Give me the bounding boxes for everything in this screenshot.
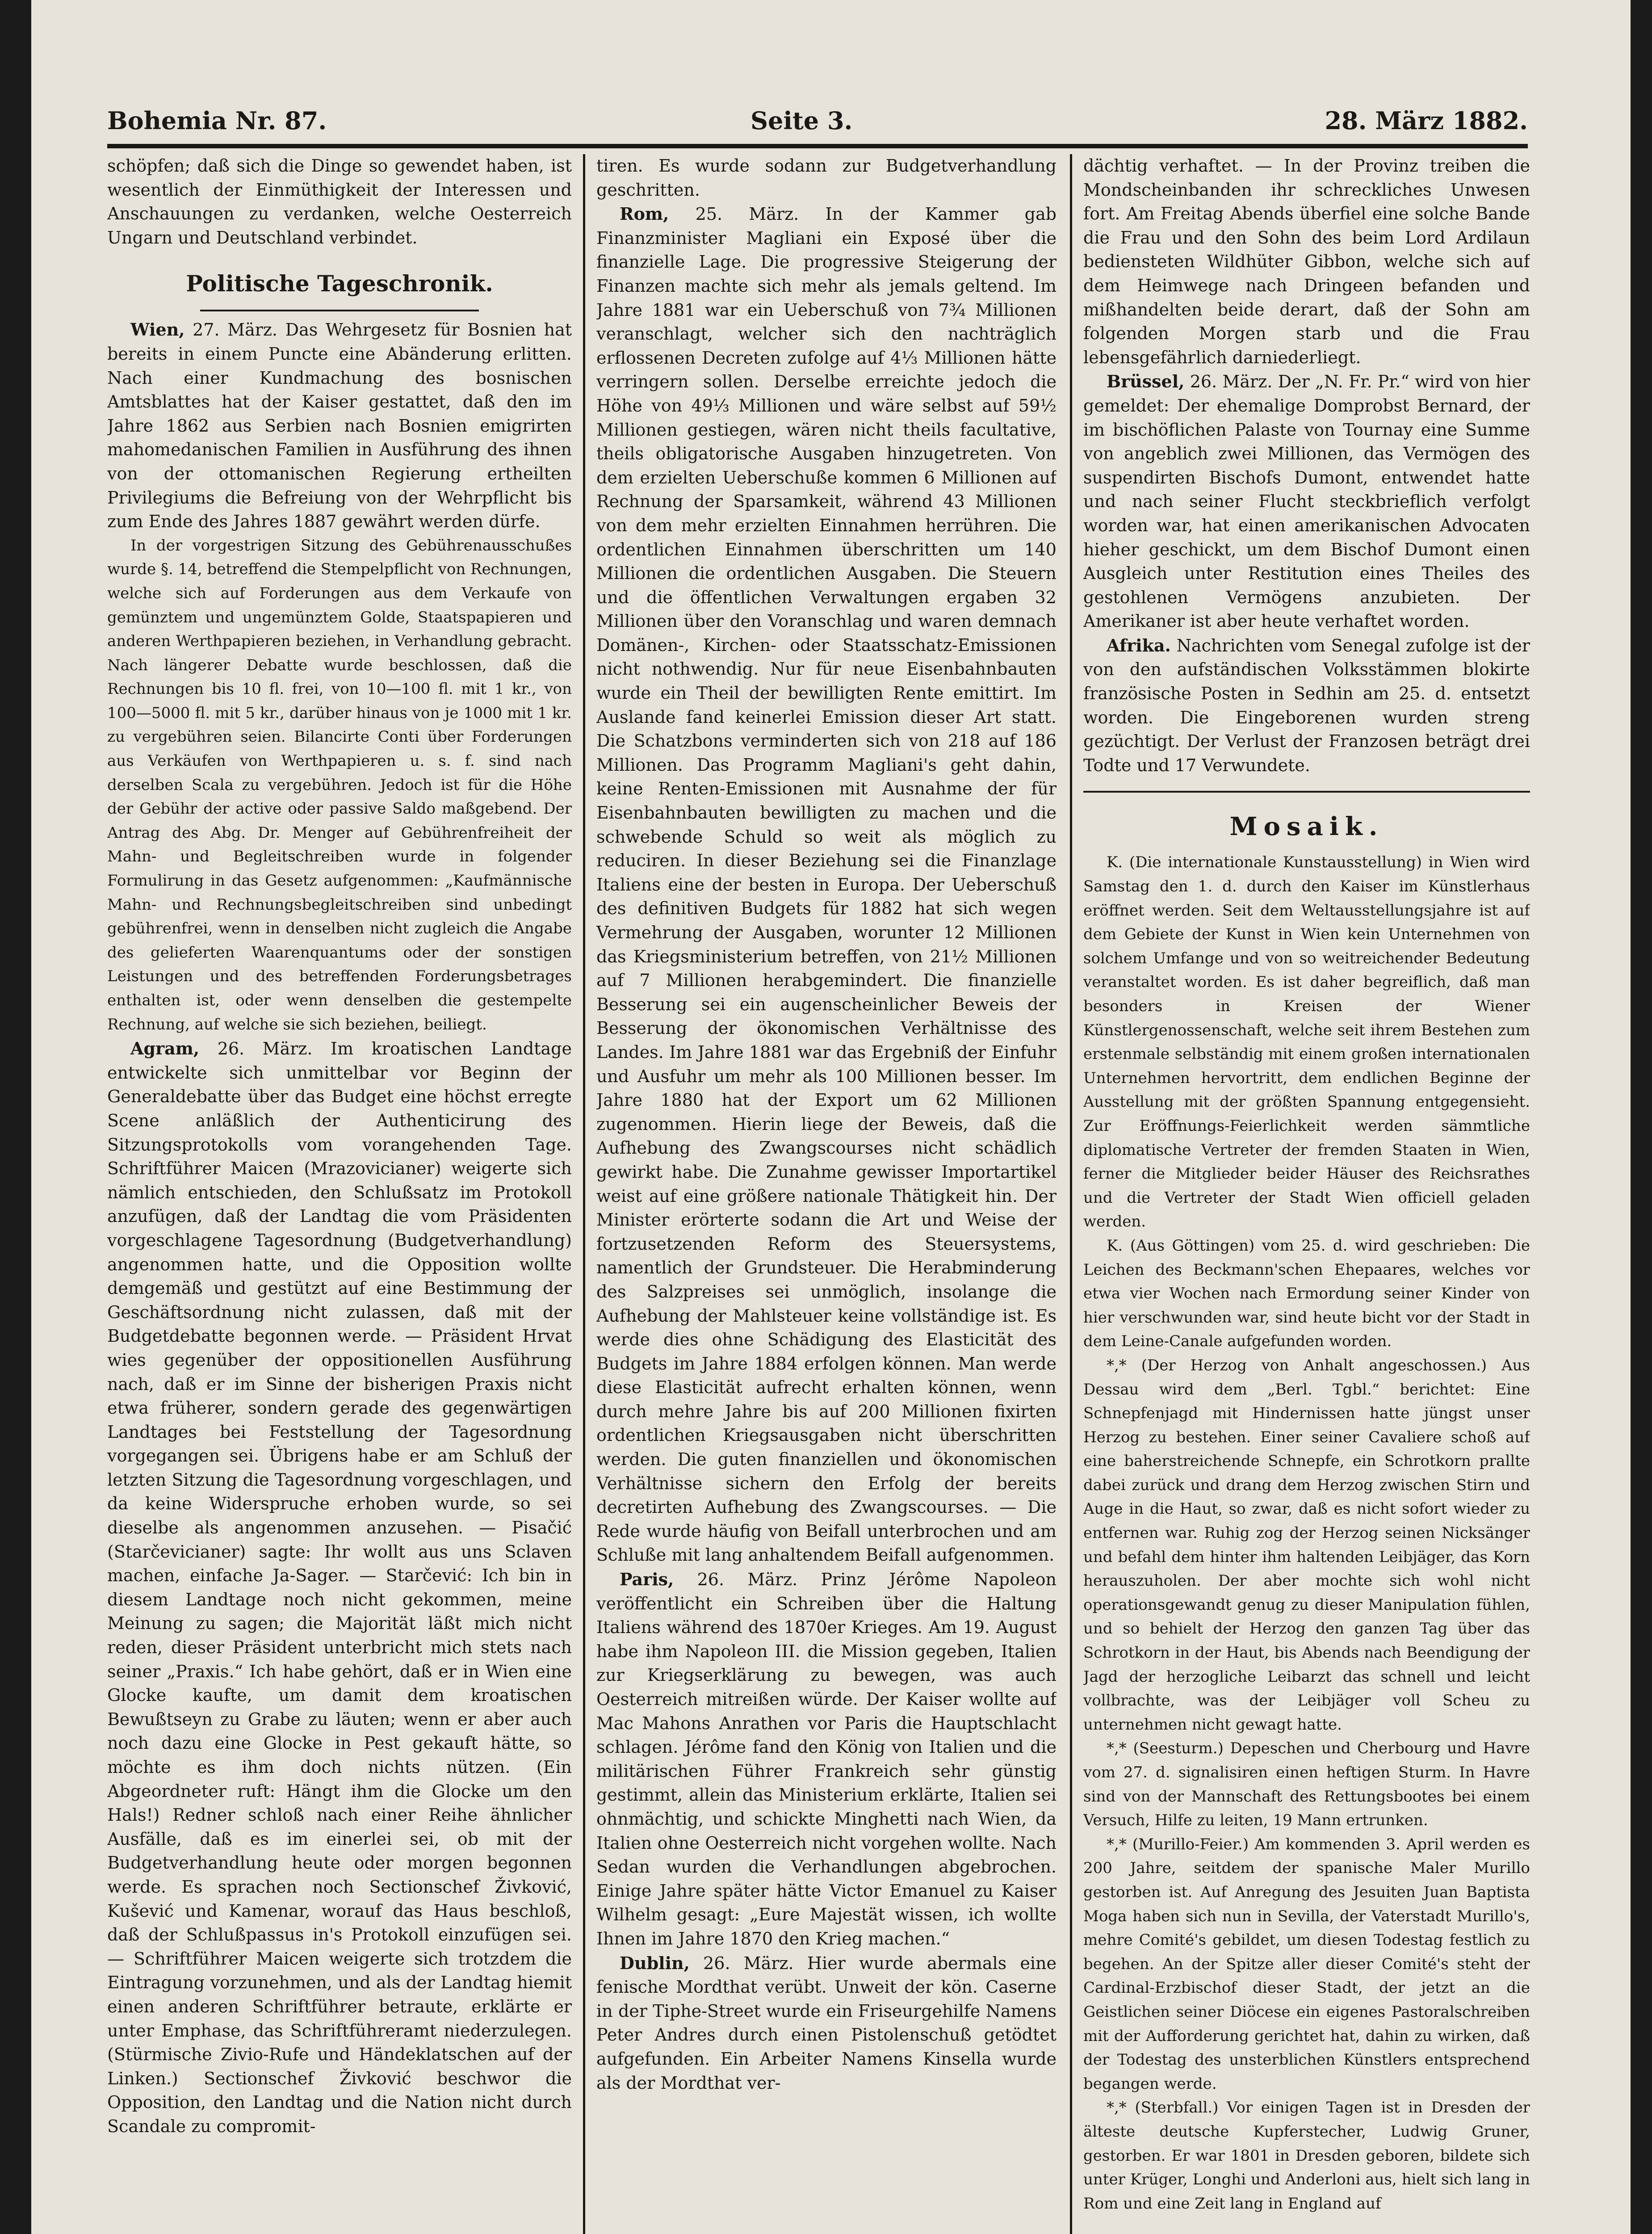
article-afrika: [1083, 634, 1530, 778]
section-heading-politische-tageschronik: [107, 266, 572, 311]
article-bruessel-text: 26. März. Der „N. Fr. Pr.“ wird von hier gemeldet: Der ehemalige Domprobst Bernard, der im bischöflichen Palaste von Tournay eine Summe von angeblich zwei Millionen, das Vermögen des suspendirten Bischofs Dumont, entwendet hatte und nach seiner Flucht steckbrieflich verfolgt worden war, hat einen amerikanischen Advocaten hieher geschickt, um dem Bischof Dumont einen Ausgleich unter Restitution eines Theiles des gestohlenen Vermögens anzubieten. Der Amerikaner ist aber heute verhaftet worden.: [1083, 372, 1530, 631]
article-rom-text: 25. März. In der Kammer gab Finanzminister Magliani ein Exposé über die finanzielle Lage. Die progressive Steigerung der Finanzen machte sich mehr als jemals geltend. Im Jahre 1881 war ein Ueberschuß von 7¾ Millionen veranschlagt, welcher sich den nachträglich erflossenen Decreten zufolge auf 4⅓ Millionen hätte verringern sollen. Derselbe erreichte jedoch die Höhe von 49⅓ Millionen und wäre selbst auf 59½ Millionen gestiegen, wären nicht theils facultative, theils obligatorische Ausgaben hinzugetreten. Von dem erzielten Ueberschuße kommen 6 Millionen auf Rechnung der Sparsamkeit, während 43 Millionen von dem mehr erzielten Einnahmen herrühren. Die ordentlichen Einnahmen überschritten um 140 Millionen die ordentlichen Ausgaben. Die Steuern und die öffentlichen Verwaltungen ergaben 32 Millionen über den Voranschlag und waren demnach Domänen-, Kirchen- oder Staatsschatz-Emissionen nicht nothwendig. Nur für neue Eisenbahnbauten wurde ein Theil der bewilligten Rente emittirt. Im Auslande fand keinerlei Emission dieser Art statt. Die Schatzbons verminderten sich von 218 auf 186 Millionen. Das Programm Magliani's geht dahin, keine Renten-Emissionen mit Ausnahme der für Eisenbahnbauten bewilligten zu machen und die schwebende Schuld so weit als möglich zu reduciren. In dieser Beziehung sei die Finanzlage Italiens eine der besten in Europa. Der Ueberschuß des definitiven Budgets für 1882 hat sich wegen Vermehrung der Ausgaben, worunter 12 Millionen das Kriegsministerium betreffen, von 21½ Millionen auf 7 Millionen herabgemindert. Die finanzielle Besserung sei ein augenscheinlicher Beweis der Besserung der ökonomischen Verhältnisse des Landes. Im Jahre 1881 war das Ergebniß der Einfuhr und Ausfuhr um mehr als 100 Millionen besser. Im Jahre 1880 hat der Export um 62 Millionen zugenommen. Hierin liege der Beweis, daß die Aufhebung des Zwangscourses nicht schädlich gewirkt habe. Die Zunahme gewisser Importartikel weist auf eine größere nationale Thätigkeit hin. Der Minister erörterte sodann die Art und Weise der fortzusetzenden Reform des Steuersystems, namentlich der Grundsteuer. Die Herabminderung des Salzpreises sei unmöglich, insolange die Aufhebung der Mahlsteuer keine vollständige ist. Es werde dies ohne Schädigung des Elasticität des Budgets im Jahre 1884 erfolgen können. Man werde diese Elasticität aufrecht erhalten können, wenn durch mehre Jahre bis auf 200 Millionen fixirten ordentlichen Kriegsausgaben nicht überschritten werden. Die guten finanziellen und ökonomischen Verhältnisse sichern den Erfolg der bereits decretirten Aufhebung des Zwangscourses. — Die Rede wurde häufig von Beifall unterbrochen und am Schluße mit lang anhaltendem Beifall aufgenommen.: [596, 204, 1057, 1565]
section-rule: [1083, 791, 1530, 793]
mosaik-item-sterbfall: *,* (Sterbfall.) Vor einigen Tagen ist in Dresden der älteste deutsche Kupferstecher, Ludwig Gruner, gestorben. Er war 1801 in Dresden geboren, bildete sich unter Krüger, Longhi und Anderloni aus, hielt sich lang in Rom und eine Zeit lang in England auf: [1083, 2099, 1530, 2213]
header-date: 28. März 1882.: [1325, 106, 1528, 135]
article-agram: [107, 1037, 572, 2138]
article-afrika-text: Nachrichten vom Senegal zufolge ist der von den aufständischen Volksstämmen blokirte französische Posten in Sedhin am 25. d. entsetzt worden. Die Eingeborenen wurden streng gezüchtigt. Der Verlust der Franzosen beträgt drei Todte und 17 Verwundete.: [1083, 635, 1530, 775]
column-3: [1083, 154, 1530, 2234]
article-dublin: [596, 1951, 1057, 2095]
dateline-afrika: Afrika.: [1107, 635, 1171, 655]
header-page-number: Seite 3.: [751, 106, 853, 135]
header-masthead: Bohemia Nr. 87.: [107, 106, 327, 135]
paragraph-continuation: tiren. Es wurde sodann zur Budgetverhandlung geschritten.: [596, 156, 1057, 200]
article-wien: [107, 318, 572, 533]
section-heading-text: Politische Tageschronik.: [186, 270, 493, 297]
column-rule-left: [583, 154, 585, 2234]
heading-underline: [200, 310, 479, 311]
mosaik-item-kunstausstellung: K. (Die internationale Kunstausstellung) in Wien wird Samstag den 1. d. durch den Kaiser im Künstlerhaus eröffnet werden. Seit dem Weltausstellungsjahre ist auf dem Gebiete der Kunst in Wien kein Unternehmen von solchem Umfange und von so weitreichender Bedeutung veranstaltet worden. Es ist daher begreiflich, daß man besonders in Kreisen der Wiener Künstlergenossenschaft, welche seit ihrem Bestehen zum erstenmale selbständig mit einem großen internationalen Unternehmen hervortritt, dem endlichen Beginne der Ausstellung mit der größten Spannung entgegensieht. Zur Eröffnungs-Feierlichkeit werden sämmtliche diplomatische Vertreter der fremden Staaten in Wien, ferner die Mitglieder beider Häuser des Reichsrathes und die Vertreter der Stadt Wien officiell geladen werden.: [1083, 853, 1530, 1231]
section-heading-mosaik: Mosaik.: [1229, 812, 1384, 842]
dateline-rom: Rom,: [620, 204, 669, 224]
article-wien-text: 27. März. Das Wehrgesetz für Bosnien hat bereits in einem Puncte eine Abänderung erlitten. Nach einer Kundmachung des bosnischen Amtsblattes hat der Kaiser gestattet, daß den im Jahre 1862 aus Serbien nach Bosnien emigrirten mahomedanischen Familien in Ausführung des ihnen von der ottomanischen Regierung ertheilten Privilegiums die Befreiung von der Wehrpflicht bis zum Ende des Jahres 1887 gewährt werden dürfe.: [107, 320, 572, 532]
dateline-wien: Wien,: [130, 319, 185, 340]
page-header: [107, 106, 1528, 142]
newspaper-page: [31, 0, 1631, 2234]
mosaik-item-goettingen: K. (Aus Göttingen) vom 25. d. wird geschrieben: Die Leichen des Beckmann'schen Ehepaares, welches vor etwa vier Wochen nach Ermordung seiner Kinder von hier verschwunden war, sind heute bicht vor der Stadt in dem Leine-Canale aufgefunden worden.: [1083, 1236, 1530, 1351]
column-1: [107, 154, 572, 2234]
paragraph-continuation: schöpfen; daß sich die Dinge so gewendet haben, ist wesentlich der Einmüthigkeit der Interessen und Anschauungen zu verdanken, welche Oesterreich Ungarn und Deutschland verbindet.: [107, 156, 572, 248]
dateline-bruessel: Brüssel,: [1107, 371, 1185, 392]
dateline-agram: Agram,: [130, 1038, 200, 1059]
column-2: [596, 154, 1057, 2234]
dateline-dublin: Dublin,: [620, 1953, 690, 1973]
mosaik-item-herzog-anhalt: *,* (Der Herzog von Anhalt angeschossen.) Aus Dessau wird dem „Berl. Tgbl.“ berichtet: Eine Schnepfenjagd mit Hindernissen hatte jüngst unser Herzog zu bestehen. Einer seiner Cavaliere schoß auf eine baherstreichende Schnepfe, ein Schrotkorn prallte dabei zurück und drang dem Herzog zwischen Stirn und Auge in die Haut, so zwar, daß es nicht sofort wieder zu entfernen war. Ruhig zog der Herzog seinen Nicksänger und befahl dem hinter ihm haltenden Leibjäger, das Korn herauszuholen. Der aber mochte sich wohl nicht operationsgewandt genug zu dieser Manipulation fühlen, und so behielt der Herzog den ganzen Tag über das Schrotkorn in der Haut, bis Abends nach Beendigung der Jagd der herzogliche Leibarzt das schnell und leicht vollbrachte, was der Leibjäger voll Scheu zu unternehmen nicht gewagt hatte.: [1083, 1356, 1530, 1734]
paragraph-continuation: dächtig verhaftet. — In der Provinz treiben die Mondscheinbanden ihr schreckliches Unwesen fort. Am Freitag Abends überfiel eine solche Bande die Frau und den Sohn des beim Lord Ardilaun bediensteten Wildhüter Gibbon, welche sich auf dem Heimwege nach Dringeen befanden und mißhandelten beide derart, daß der Sohn am folgenden Morgen starb und die Frau lebensgefährlich darniederliegt.: [1083, 156, 1530, 367]
header-rule: [107, 144, 1528, 148]
article-agram-text: 26. März. Im kroatischen Landtage entwickelte sich unmittelbar vor Beginn der Generaldebatte über das Budget eine höchst erregte Scene anläßlich der Authenticirung des Sitzungsprotokolls vom vorangehenden Tage. Schriftführer Maicen (Mrazovicianer) weigerte sich nämlich entschieden, den Schlußsatz im Protokoll anzufügen, daß der Landtag die vom Präsidenten vorgeschlagene Tagesordnung (Budgetverhandlung) angenommen hatte, und die Opposition wollte demgemäß und gestützt auf eine Bestimmung der Geschäftsordnung nicht zulassen, daß mit der Budgetdebatte begonnen werde. — Präsident Hrvat wies gegenüber der oppositionellen Ausführung nach, daß er im Sinne der bisherigen Praxis nicht etwa früherer, sondern gerade des gegenwärtigen Landtages bei Feststellung der Tagesordnung vorgegangen sei. Übrigens habe er am Schluß der letzten Sitzung die Tagesordnung vorgeschlagen, und da keine Widerspruche erhoben wurde, so sei dieselbe als angenommen anzusehen. — Pisačić (Starčevicianer) sagte: Ihr wollt aus uns Sclaven machen, einfache Ja-Sager. — Starčević: Ich bin in diesem Landtage noch nicht gekommen, meine Meinung zu sagen; die Majorität läßt mich nicht reden, dieser Präsident unterbricht mich stets nach seiner „Praxis.“ Ich habe gehört, daß er in Wien eine Glocke kaufte, um damit dem kroatischen Bewußtseyn zu Grabe zu läuten; wenn er aber auch noch dazu eine Glocke in Pest gekauft hätte, so möchte es ihm doch nichts nützen. (Ein Abgeordneter ruft: Hängt ihm die Glocke um den Hals!) Redner schloß nach einer Reihe ähnlicher Ausfälle, daß es im einerlei sei, ob mit der Budgetverhandlung heute oder morgen begonnen werde. Es sprachen noch Sectionschef Živković, Kušević und Kamenar, worauf das Haus beschloß, daß der Schlußpassus in's Protokoll einzufügen sei. — Schriftführer Maicen weigerte sich trotzdem die Eintragung vorzunehmen, und als der Landtag hiemit einen anderen Schriftführer betraute, erklärte er unter Emphase, das Schriftführeramt niederzulegen. (Stürmische Zivio-Rufe und Händeklatschen auf der Linken.) Sectionschef Živković beschwor die Opposition, den Landtag und die Nation nicht durch Scandale zu compromit-: [107, 1039, 572, 2136]
article-bruessel: [1083, 370, 1530, 634]
mosaik-item-murillo-feier: *,* (Murillo-Feier.) Am kommenden 3. April werden es 200 Jahre, seitdem der spanische Maler Murillo gestorben ist. Auf Anregung des Jesuiten Juan Baptista Moga haben sich nun in Sevilla, der Vaterstadt Murillo's, mehre Comité's gebildet, um diesen Todestag festlich zu begehen. An der Spitze aller dieser Comité's steht der Cardinal-Erzbischof dieser Stadt, der jetzt an die Geistlichen seiner Diöcese ein eigenes Pastoralschreiben mit der Aufforderung gerichtet hat, dahin zu wirken, daß der Todestag des unsterblichen Künstlers entsprechend begangen werde.: [1083, 1835, 1530, 2093]
article-gebuehrenausschuss: In der vorgestrigen Sitzung des Gebührenausschußes wurde §. 14, betreffend die Stempelpflicht von Rechnungen, welche sich auf Forderungen aus dem Verkaufe von gemünztem und ungemünztem Golde, Staatspapieren und anderen Werthpapieren beziehen, in Verhandlung gebracht. Nach längerer Debatte wurde beschlossen, daß die Rechnungen bis 10 fl. frei, von 10—100 fl. mit 1 kr., von 100—5000 fl. mit 5 kr., darüber hinaus von je 1000 mit 1 kr. zu vergebühren seien. Bilancirte Conti über Forderungen aus Verkäufen von Werthpapieren u. s. f. sind nach derselben Scala zu vergebühren. Jedoch ist für die Höhe der Gebühr der active oder passive Saldo maßgebend. Der Antrag des Abg. Dr. Menger auf Gebührenfreiheit der Mahn- und Begleitschreiben wurde in folgender Formulirung in das Gesetz aufgenommen: „Kaufmännische Mahn- und Rechnungsbegleitschreiben sind unbedingt gebührenfrei, wenn in denselben nicht zugleich die Angabe des gelieferten Waarenquantums oder der sonstigen Leistungen und des betreffenden Forderungsbetrages enthalten ist, oder wenn denselben die gestempelte Rechnung, auf welche sie sich beziehen, beiliegt.: [107, 536, 572, 1033]
mosaik-item-seesturm: *,* (Seesturm.) Depeschen und Cherbourg und Havre vom 27. d. signalisiren einen heftigen Sturm. In Havre sind von der Mannschaft des Rettungsbootes bei einem Versuch, Hilfe zu leiten, 19 Mann ertrunken.: [1083, 1739, 1530, 1830]
article-paris: [596, 1567, 1057, 1951]
column-rule-right: [1070, 154, 1072, 2234]
dateline-paris: Paris,: [620, 1569, 674, 1590]
article-dublin-text: 26. März. Hier wurde abermals eine fenische Mordthat verübt. Unweit der kön. Caserne in der Tiphe-Street wurde ein Friseurgehilfe Namens Peter Andres durch einen Pistolenschuß getödtet aufgefunden. Ein Arbeiter Namens Kinsella wurde als der Mordthat ver-: [596, 1953, 1057, 2093]
article-rom: [596, 202, 1057, 1567]
article-paris-text: 26. März. Prinz Jérôme Napoleon veröffentlicht ein Schreiben über die Haltung Italiens während des 1870er Krieges. Am 19. August habe ihm Napoleon III. die Mission gegeben, Italien zur Kriegserklärung zu bewegen, was auch Oesterreich mitreißen würde. Der Kaiser wollte auf Mac Mahons Anrathen vor Paris die Hauptschlacht schlagen. Jérôme fand den König von Italien und die militärischen Führer Frankreich sehr günstig gestimmt, allein das Ministerium erklärte, Italien sei ohnmächtig, und schickte Minghetti nach Wien, da Italien ohne Oesterreich nicht vorgehen wollte. Nach Sedan wurden die Verhandlungen abgebrochen. Einige Jahre später hätte Victor Emanuel zu Kaiser Wilhelm gesagt: „Eure Majestät wissen, ich wollte Ihnen im Jahre 1870 den Krieg machen.“: [596, 1570, 1057, 1948]
